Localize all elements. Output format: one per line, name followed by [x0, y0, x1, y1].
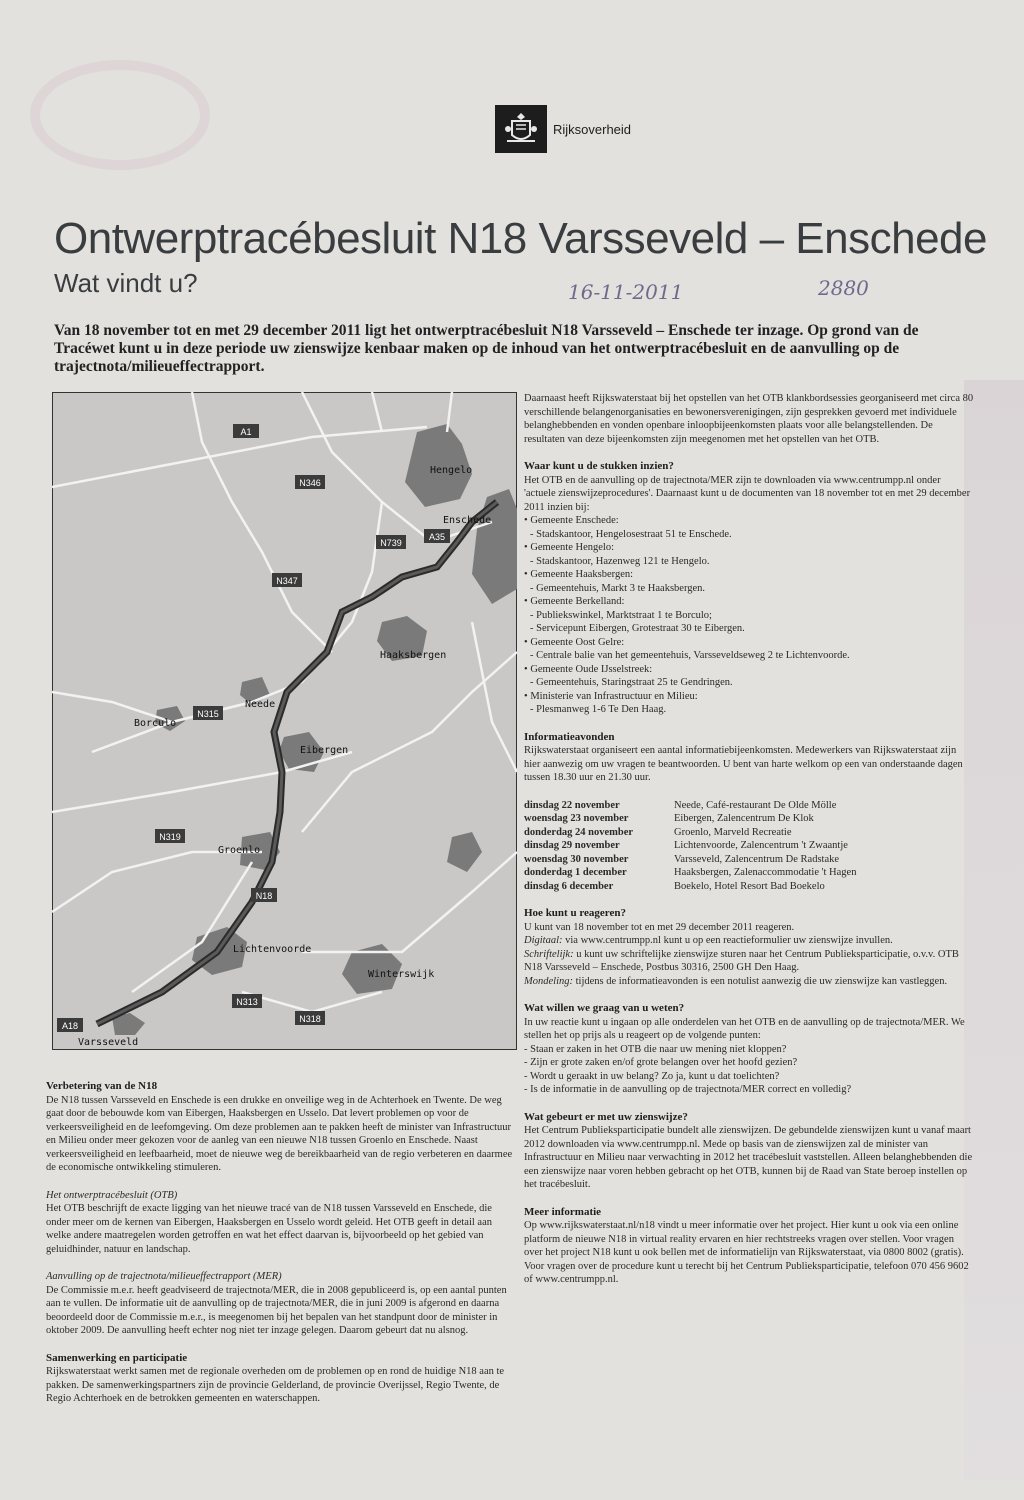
road-label-n319: N319: [159, 832, 181, 842]
schedule-place: Varsseveld, Zalencentrum De Radstake: [674, 853, 840, 865]
text-otb: Het OTB beschrijft de exacte ligging van het nieuwe tracé van de N18 tussen Varsseveld en Enschede, die onder meer om de kernen van Eibergen, Haaksbergen en Usselo wordt geleid. Het OTB geeft in detail aan welke andere maatregelen worden getroffen en wat het effect daarvan is, bijvoorbeeld op het gebied van geluidhinder, natuur en landschap.: [46, 1203, 492, 1255]
heading-weten: Wat willen we graag van u weten?: [524, 1002, 685, 1014]
road-label-n318: N318: [299, 1014, 321, 1024]
list-item: - Stadskantoor, Hengelosestraat 51 te Enschede.: [524, 528, 974, 542]
text-meer-2: Voor vragen over de procedure kunt u terecht bij het Centrum Publieksparticipatie, telefoon 070 456 9602 of www.centrumpp.nl.: [524, 1260, 969, 1285]
page-subtitle: Wat vindt u?: [54, 268, 198, 298]
intro-paragraph: Van 18 november tot en met 29 december 2011 ligt het ontwerptracébesluit N18 Varsseveld – Enschede ter inzage. Op grond van de Tracéwet kunt u in deze periode uw zienswijze kenbaar maken op de inhoud van het ontwerptracébesluit en de aanvulling op de trajectnota/milieueffectrapport.: [54, 322, 919, 375]
heading-hoe: Hoe kunt u reageren?: [524, 907, 626, 919]
list-item: - Is de informatie in de aanvulling op de trajectnota/MER correct en volledig?: [524, 1083, 974, 1097]
left-column: [46, 1080, 516, 1420]
list-item: - Plesmanweg 1-6 Te Den Haag.: [524, 703, 974, 717]
road-label-n346: N346: [299, 478, 321, 488]
value-schriftelijk: u kunt uw schriftelijke zienswijze sturen naar het Centrum Publieksparticipatie, o.v.v. OTB N18 Varsseveld – Enschede, Postbus 30316, 2500 GH Den Haag.: [524, 948, 959, 973]
schedule-place: Eibergen, Zalencentrum De Klok: [674, 813, 814, 824]
schedule-date: woensdag 30 november: [524, 853, 629, 865]
schedule-place: Groenlo, Marveld Recreatie: [674, 826, 792, 838]
org-name: Rijksoverheid: [553, 121, 632, 137]
schedule-place: Boekelo, Hotel Resort Bad Boekelo: [674, 880, 825, 892]
list-item: • Gemeente Oude IJsselstreek:: [524, 663, 974, 677]
schedule-date: donderdag 24 november: [524, 826, 634, 838]
list-item: - Gemeentehuis, Markt 3 te Haaksbergen.: [524, 582, 974, 596]
heading-verbetering: Verbetering van de N18: [46, 1080, 158, 1092]
heading-samenwerking: Samenwerking en participatie: [46, 1351, 188, 1364]
town-label: Groenlo: [218, 845, 261, 856]
list-item: • Gemeente Haaksbergen:: [524, 568, 974, 582]
heading-info: Informatieavonden: [524, 730, 615, 743]
heading-mer: Aanvulling op de trajectnota/milieueffectrapport (MER): [46, 1271, 282, 1282]
list-item: • Gemeente Berkelland:: [524, 595, 974, 609]
list-item: - Wordt u geraakt in uw belang? Zo ja, kunt u dat toelichten?: [524, 1070, 974, 1084]
list-item: - Gemeentehuis, Staringstraat 25 te Gendringen.: [524, 676, 974, 690]
text-meer: Op www.rijkswaterstaat.nl/n18 vindt u meer informatie over het project. Hier kunt u ook via een online platform de nieuwe N18 in virtual reality ervaren en hier rechtstreeks vragen over stellen. Voor vragen over het project N18 kunt u ook bellen met de informatielijn van Rijkswaterstaat, via 0800 8002 (gratis).: [524, 1220, 964, 1258]
schedule-date: woensdag 23 november: [524, 813, 629, 824]
text-hoe: U kunt van 18 november tot en met 29 december 2011 reageren.: [524, 921, 795, 933]
town-label: Hengelo: [430, 465, 473, 476]
road-label-n313: N313: [236, 997, 258, 1007]
heading-waar: Waar kunt u de stukken inzien?: [524, 460, 674, 472]
road-label-n347: N347: [276, 576, 298, 586]
text-waar: Het OTB en de aanvulling op de trajectnota/MER zijn te downloaden via www.centrumpp.nl onder 'actuele zienswijzeprocedures'. Daarnaast kunt u de documenten van 18 november tot en met 29 december 2011 inzien bij:: [524, 474, 971, 513]
list-item: • Gemeente Hengelo:: [524, 541, 974, 555]
schedule-date: dinsdag 6 december: [524, 880, 614, 892]
road-label-n315: N315: [197, 709, 219, 719]
text-weten: In uw reactie kunt u ingaan op alle onderdelen van het OTB en de aanvulling op de trajectnota/MER. We stellen het op prijs als u reageert op de volgende punten:: [524, 1016, 965, 1041]
town-label: Haaksbergen: [380, 650, 447, 661]
heading-gebeurt: Wat gebeurt er met uw zienswijze?: [524, 1110, 688, 1123]
list-item: - Publiekswinkel, Marktstraat 1 te Borculo;: [524, 609, 974, 623]
text-schriftelijk: [524, 948, 974, 975]
town-label: Neede: [245, 699, 276, 710]
coat-of-arms-icon: [495, 105, 547, 153]
label-digitaal: Digitaal:: [524, 935, 563, 946]
list-item: - Servicepunt Eibergen, Grotestraat 30 te Eibergen.: [524, 622, 974, 636]
schedule-date: dinsdag 29 november: [524, 840, 620, 851]
list-item: - Stadskantoor, Hazenweg 121 te Hengelo.: [524, 555, 974, 569]
schedule-place: Neede, Café-restaurant De Olde Mölle: [674, 799, 837, 811]
list-item: • Ministerie van Infrastructuur en Milieu:: [524, 690, 974, 704]
label-schriftelijk: Schriftelijk:: [524, 948, 574, 960]
heading-otb: Het ontwerptracébesluit (OTB): [46, 1189, 178, 1201]
town-label: Borculo: [134, 718, 177, 729]
schedule-date: donderdag 1 december: [524, 867, 627, 878]
town-label: Enschede: [443, 515, 492, 526]
list-item: • Gemeente Oost Gelre:: [524, 636, 974, 650]
road-label-a18: A18: [61, 1021, 79, 1031]
heading-meer: Meer informatie: [524, 1205, 602, 1218]
road-label-n739: N739: [380, 538, 402, 548]
handwritten-number: 2880: [818, 276, 869, 300]
value-digitaal: via www.centrumpp.nl kunt u op een reactieformulier uw zienswijze invullen.: [562, 935, 893, 946]
text-gebeurt: Het Centrum Publieksparticipatie bundelt alle zienswijzen. De gebundelde zienswijzen kunt u vanaf maart 2012 downloaden via www.centrumpp.nl. Mede op basis van de zienswijzen zal de minister van Infrastructuur en Milieu naar verwachting in 2012 het tracébesluit vaststellen. Alleen belanghebbenden die een zienswijze naar voren hebben gebracht op het OTB, kunnen bij de Raad van State beroep instellen op het tracébesluit.: [524, 1125, 973, 1190]
rijksoverheid-logo: [495, 105, 631, 153]
text-verbetering: De N18 tussen Varsseveld en Enschede is een drukke en onveilige weg in de Achterhoek en Twente. De weg gaat door de bebouwde kom van Eibergen, Haaksbergen en Usselo. Dat levert problemen op voor de verkeersveiligheid en de leefomgeving. Om deze problemen aan te pakken heeft de minister van Infrastructuur en Milieu onder meer gekozen voor de aanleg van een nieuwe N18 tussen Groenlo en Enschede. Naast verkeersveiligheid en leefbaarheid, moet de nieuwe weg de bereikbaarheid van de regio verbeteren en daarmee de economische ontwikkeling stimuleren.: [46, 1094, 513, 1173]
locations-list: [524, 514, 974, 717]
route-map: [52, 392, 517, 1050]
town-label: Lichtenvoorde: [233, 944, 312, 955]
list-item: - Staan er zaken in het OTB die naar uw mening niet kloppen?: [524, 1043, 974, 1057]
town-label: Eibergen: [300, 745, 349, 756]
list-item: • Gemeente Enschede:: [524, 514, 974, 528]
text-digitaal: [524, 934, 974, 948]
road-label-n18: N18: [255, 891, 273, 901]
text-daarnaast: Daarnaast heeft Rijkswaterstaat bij het opstellen van het OTB klankbordsessies georganiseerd met circa 80 verschillende belangenorganisaties en bewonersverenigingen, zijn gesprekken gevoerd met individuele belanghebbenden en vonden openbare inloopbijeenkomsten plaats voor alle belangstellenden. De resultaten van deze bijeenkomsten zijn meegenomen met het opstellen van het OTB.: [524, 393, 974, 445]
road-label-a1: A1: [240, 427, 252, 437]
text-info: Rijkswaterstaat organiseert een aantal informatiebijeenkomsten. Medewerkers van Rijkswaterstaat zijn hier aanwezig om uw vragen te beantwoorden. U bent van harte welkom op een van onderstaande dagen tussen 18.30 uur en 21.30 uur.: [524, 745, 963, 783]
schedule-place: Haaksbergen, Zalenaccommodatie 't Hagen: [674, 867, 857, 878]
right-column: [524, 392, 974, 1301]
schedule-place: Lichtenvoorde, Zalencentrum 't Zwaantje: [674, 840, 848, 851]
questions-list: [524, 1043, 974, 1097]
text-mer: De Commissie m.e.r. heeft geadviseerd de trajectnota/MER, die in 2008 gepubliceerd is, op een aantal punten aan te vullen. De informatie uit de aanvulling op de trajectnota/MER, die in juni 2009 is afgerond en daarna beoordeeld door de Commissie m.e.r., is meegenomen bij het bepalen van het standpunt door de minister in oktober 2009. De aanvulling heeft echter nog niet ter inzage gelegen. Daarom gebeurt dat nu alsnog.: [46, 1284, 507, 1336]
schedule-table: [524, 799, 974, 894]
page-title: Ontwerptracébesluit N18 Varsseveld – Enschede: [54, 214, 987, 263]
list-item: - Zijn er grote zaken en/of grote belangen over het hoofd gezien?: [524, 1056, 974, 1070]
handwritten-date: 16-11-2011: [568, 280, 684, 304]
road-label-a35: A35: [428, 532, 446, 542]
schedule-date: dinsdag 22 november: [524, 799, 620, 811]
text-mondeling: [524, 975, 974, 989]
text-samenwerking: Rijkswaterstaat werkt samen met de regionale overheden om de problemen op en rond de huidige N18 aan te pakken. De samenwerkingspartners zijn de provincie Gelderland, de provincie Overijssel, Regio Twente, de Regio Achterhoek en de betrokken gemeenten en waterschappen.: [46, 1366, 505, 1404]
town-label: Winterswijk: [368, 969, 435, 980]
label-mondeling: Mondeling:: [524, 975, 573, 987]
value-mondeling: tijdens de informatieavonden is een notulist aanwezig die uw zienswijze kan vastleggen.: [573, 975, 948, 987]
list-item: - Centrale balie van het gemeentehuis, Varsseveldseweg 2 te Lichtenvoorde.: [524, 649, 974, 663]
town-label: Varsseveld: [78, 1037, 139, 1048]
